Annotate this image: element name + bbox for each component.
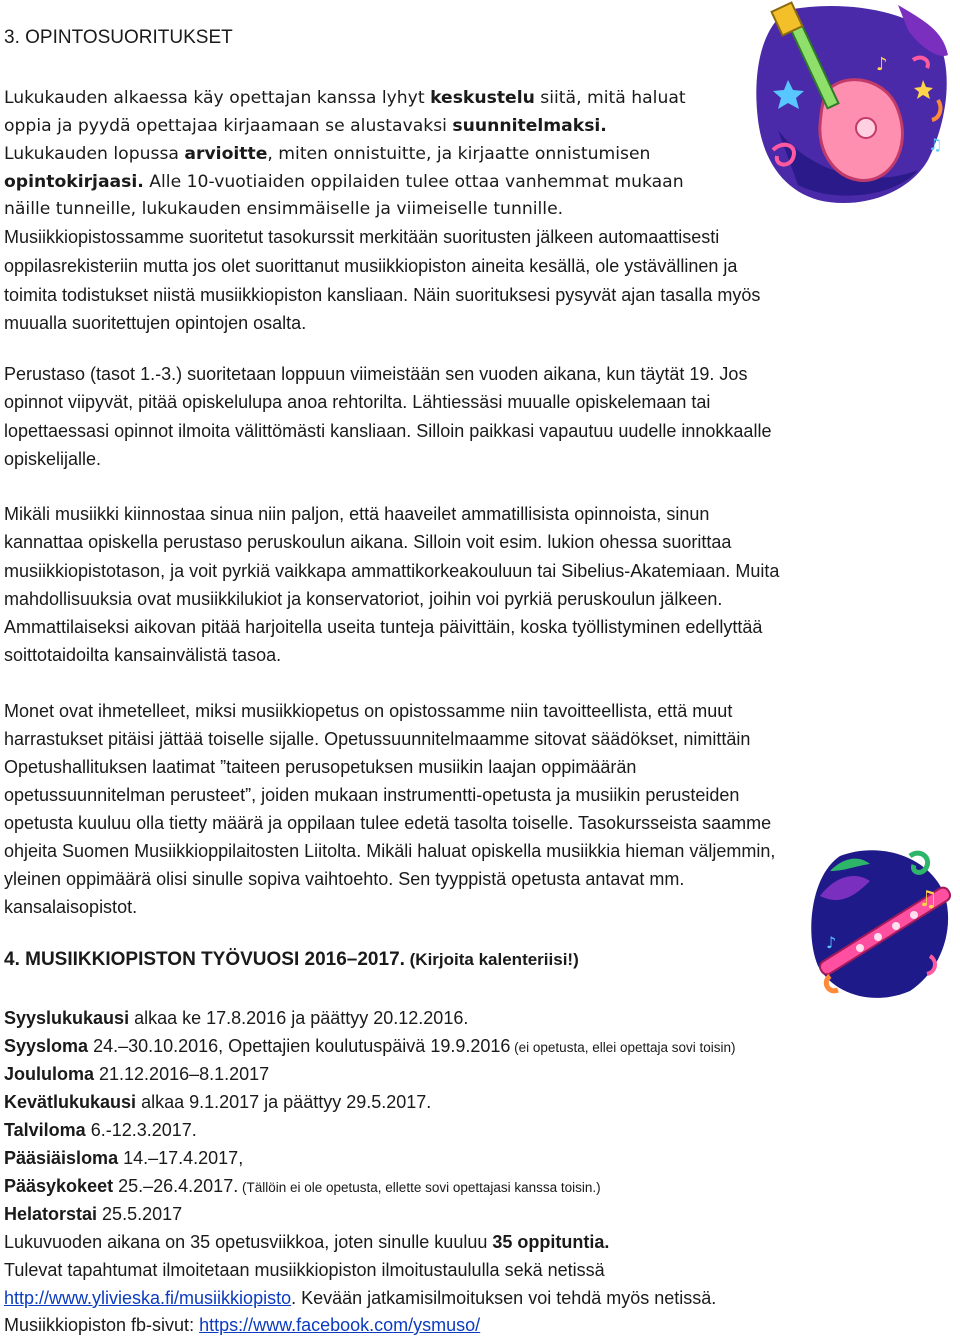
heading-text: 4. MUSIIKKIOPISTON TYÖVUOSI 2016–2017. (4, 949, 405, 970)
calendar-text: 25.–26.4.2017. (113, 1176, 239, 1196)
para3-line-6: soittotaidoilta kansainvälistä tasoa. (4, 645, 282, 665)
calendar-note: (Tällöin ei ole opetusta, ellette sovi opettajasi kanssa toisin.) (238, 1180, 601, 1195)
facebook-line (4, 1313, 480, 1337)
flute-clipart-icon (800, 836, 956, 1006)
calendar-item-4 (4, 1090, 431, 1114)
text-run: Musiikkiopiston fb-sivut: (4, 1315, 200, 1335)
calendar-label: Syyslukukausi (4, 1008, 130, 1028)
para3-line-1: Mikäli musiikki kiinnostaa sinua niin paljon, että haaveilet ammatillisista opinnoista, sinun (4, 504, 710, 524)
para1-line-4 (4, 170, 684, 194)
para1-line-3 (4, 142, 650, 166)
bold-term: opintokirjaasi. (4, 172, 144, 192)
text-run: Alle 10-vuotiaiden oppilaiden tulee ottaa vanhemmat mukaan (143, 172, 684, 192)
calendar-item-6 (4, 1146, 243, 1170)
para1-line-5: näille tunneille, lukukauden ensimmäiselle ja viimeiselle tunnille. (4, 199, 564, 219)
bold-term: suunnitelmaksi. (452, 116, 607, 136)
section-4-heading (4, 948, 579, 972)
para3-line-2: kannattaa opiskella perustaso peruskoulun aikana. Silloin voit esim. lukion ohessa suorittaa (4, 532, 732, 552)
text-run: . Kevään jatkamisilmoituksen voi tehdä myös netissä. (291, 1288, 717, 1308)
para2-line-2: opinnot viipyvät, pitää opiskelulupa anoa rehtorilta. Lähtiessäsi muualle opiskelemaan tai (4, 392, 711, 412)
para3-line-5: Ammattilaiseksi aikovan pitää harjoitella useita tunteja päivittäin, koska työllistyminen edellyttää (4, 617, 763, 637)
bold-term: keskustelu (430, 88, 535, 108)
calendar-item-1 (4, 1006, 468, 1030)
para2-line-4: opiskelijalle. (4, 449, 102, 469)
para3-line-4: mahdollisuuksia ovat musiikkilukiot ja konservatoriot, joihin voi pyrkiä peruskoulun jälkeen. (4, 589, 723, 609)
calendar-text: 24.–30.10.2016, Opettajien koulutuspäivä 19.9.2016 (88, 1036, 511, 1056)
para4-line-2: harrastukset pitäisi jättää toiselle sijalle. Opetussuunnitelmaamme sitovat säädökset, nimittäin (4, 729, 751, 749)
facebook-link[interactable]: https://www.facebook.com/ysmuso/ (199, 1315, 481, 1335)
calendar-label: Pääsiäisloma (4, 1148, 119, 1168)
para4-line-1: Monet ovat ihmetelleet, miksi musiikkiopetus on opistossamme niin tavoitteellista, että muut (4, 701, 733, 721)
calendar-label: Helatorstai (4, 1204, 98, 1224)
notice-line: Tulevat tapahtumat ilmoitetaan musiikkiopiston ilmoitustaululla sekä netissä (4, 1260, 605, 1280)
text-run: , miten onnistuitte, ja kirjaatte onnistumisen (267, 144, 651, 164)
para4-line-7: yleinen oppimäärä olisi sinulle sopiva vaihtoehto. Sen tyyppistä opetusta antavat mm. (4, 869, 685, 889)
para1-line-7: oppilasrekisteriin mutta jos olet suorittanut musiikkiopiston aineita kesällä, ole ystävällinen ja (4, 256, 738, 276)
para1-line-6: Musiikkiopistossamme suoritetut tasokurssit merkitään suoritusten jälkeen automaattisesti (4, 227, 720, 247)
weeks-line (4, 1230, 609, 1254)
para2-line-1: Perustaso (tasot 1.-3.) suoritetaan loppuun viimeistään sen vuoden aikana, kun täytät 19. Jos (4, 364, 748, 384)
text-run: Lukukauden lopussa (4, 144, 185, 164)
section-3-heading: 3. OPINTOSUORITUKSET (4, 27, 233, 48)
para3-line-3: musiikkiopistotason, ja voit pyrkiä vaikkapa ammattikorkeakouluun tai Sibelius-Akatemiaan. Muita (4, 561, 780, 581)
text-run: oppia ja pyydä opettajaa kirjaamaan se alustavaksi (4, 116, 453, 136)
calendar-item-5 (4, 1118, 197, 1142)
para1-line-1 (4, 86, 686, 110)
para4-line-3: Opetushallituksen laatimat ”taiteen perusopetuksen musiikin laajan oppimäärän (4, 757, 637, 777)
website-line (4, 1286, 716, 1310)
calendar-label: Syysloma (4, 1036, 89, 1056)
calendar-item-7 (4, 1174, 601, 1200)
svg-text:♫: ♫ (918, 887, 938, 912)
calendar-text: 21.12.2016–8.1.2017 (94, 1064, 270, 1084)
text-run: Lukukauden alkaessa käy opettajan kanssa lyhyt (4, 88, 431, 108)
para1-line-9: muualla suoritettujen opintojen osalta. (4, 313, 307, 333)
website-link[interactable]: http://www.ylivieska.fi/musiikkiopisto (4, 1288, 292, 1308)
guitar-clipart-icon (748, 0, 956, 212)
para4-line-6: ohjeita Suomen Musiikkioppilaitosten Liitolta. Mikäli haluat opiskella musiikkia hieman väljemmin, (4, 841, 776, 861)
bold-term: 35 oppituntia. (492, 1232, 610, 1252)
para1-line-8: toimita todistukset niistä musiikkiopiston kansliaan. Näin suorituksesi pysyvät ajan tasalla myös (4, 285, 761, 305)
para4-line-4: opetussuunnitelman perusteet”, joiden mukaan instrumentti-opetusta ja musiikin perusteiden (4, 785, 740, 805)
calendar-label: Kevätlukukausi (4, 1092, 137, 1112)
calendar-text: alkaa ke 17.8.2016 ja päättyy 20.12.2016. (129, 1008, 469, 1028)
calendar-text: 14.–17.4.2017, (118, 1148, 244, 1168)
calendar-label: Pääsykokeet (4, 1176, 114, 1196)
calendar-label: Talviloma (4, 1120, 86, 1140)
calendar-item-8 (4, 1202, 182, 1226)
para4-line-5: opetusta kuuluu olla tietty määrä ja oppilaan tulee edetä tasolta toiselle. Tasokursseista saamme (4, 813, 772, 833)
heading-note: (Kirjoita kalenteriisi!) (404, 950, 579, 969)
calendar-label: Joululoma (4, 1064, 95, 1084)
calendar-item-2 (4, 1034, 736, 1060)
svg-text:♪: ♪ (876, 54, 888, 75)
text-run: Lukuvuoden aikana on 35 opetusviikkoa, joten sinulle kuuluu (4, 1232, 493, 1252)
para2-line-3: lopettaessasi opinnot ilmoita välittömästi kansliaan. Silloin paikkasi vapautuu uudelle innokkaalle (4, 421, 772, 441)
calendar-text: alkaa 9.1.2017 ja päättyy 29.5.2017. (136, 1092, 432, 1112)
calendar-note: (ei opetusta, ellei opettaja sovi toisin) (510, 1040, 736, 1055)
svg-text:♫: ♫ (928, 135, 943, 154)
calendar-text: 25.5.2017 (97, 1204, 183, 1224)
svg-text:♪: ♪ (826, 933, 837, 952)
calendar-text: 6.-12.3.2017. (85, 1120, 197, 1140)
para1-line-2 (4, 114, 607, 138)
text-run: siitä, mitä haluat (534, 88, 686, 108)
para4-line-8: kansalaisopistot. (4, 897, 138, 917)
calendar-item-3 (4, 1062, 269, 1086)
bold-term: arvioitte (184, 144, 268, 164)
